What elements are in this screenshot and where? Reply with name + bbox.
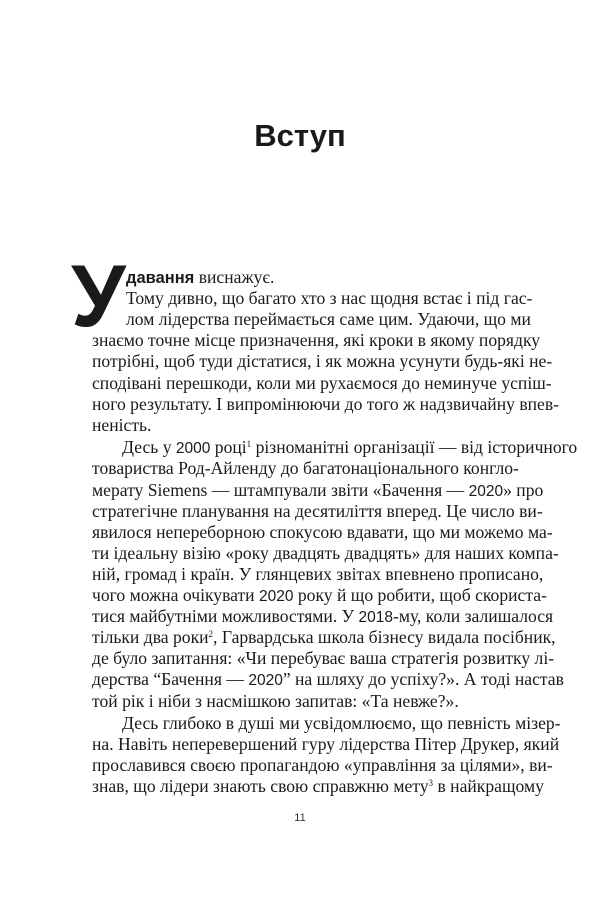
text-line: прославився своєю пропагандою «управління за цілями», ви- (92, 755, 553, 776)
text-line: Десь у 2000 році$^1$ різноманітні організації — від історичного (122, 437, 578, 458)
text-line: тися майбутніми можливостями. У 2018-му, коли залишалося (92, 606, 554, 627)
text-line: явилося непереборною спокусою вдавати, що ми можемо ма- (92, 521, 553, 542)
text-line: потрібні, щоб туди дістатися, і як можна усунути будь-які не- (92, 351, 553, 372)
text-line: той рік і ніби з насмішкою запитав: «Та невже?». (92, 690, 459, 711)
text-line: давання виснажує. (126, 267, 275, 287)
text-line: неність. (92, 414, 152, 435)
text-line: Десь глибоко в душі ми усвідомлюємо, що певність мізер- (122, 713, 561, 734)
text-line: мерату Siemens — штампували звіти «Бачення — 2020» про (92, 479, 544, 500)
text-line: стратегічне планування на десятиліття вперед. Це число ви- (92, 500, 543, 521)
text-line: Тому дивно, що багато хто з нас щодня встає і під гас- (126, 288, 533, 309)
text-line: на. Навіть неперевершений гуру лідерства Пітер Друкер, який (92, 734, 560, 755)
chapter-title: Вступ (254, 118, 346, 153)
text-line: дерства “Бачення — 2020” на шляху до успіху?». А тоді настав (92, 669, 564, 690)
text-line: знаємо точне місце призначення, які кроки в якому порядку (92, 330, 541, 351)
text-line: тільки два роки$^2$, Гарвардська школа бізнесу видала посібник, (92, 627, 556, 648)
text-line: знав, що лідери знають свою справжню мету$^3$ в найкращому (92, 776, 544, 797)
footnote-ref[interactable]: 1 (246, 439, 252, 450)
text-line: лом лідерства переймається саме цим. Удаючи, що ми (126, 309, 531, 330)
text-line: ти ідеальну візію «року двадцять двадцять» для наших компа- (92, 542, 559, 563)
footnote-ref[interactable]: 2 (208, 629, 214, 640)
text-line: товариства Род-Айленду до багатонаціонального конгло- (92, 458, 519, 479)
footnote-ref[interactable]: 3 (428, 778, 434, 789)
text-line: де було запитання: «Чи перебуває ваша стратегія розвитку лі- (92, 648, 555, 669)
drop-cap: У (71, 246, 126, 345)
lead-word: давання (126, 269, 195, 287)
text-line: ній, громад і країн. У глянцевих звітах впевнено прописано, (92, 563, 544, 584)
text-line: сподівані перешкоди, коли ми рухаємося до неминуче успіш- (92, 372, 552, 393)
page-number: 11 (294, 811, 306, 824)
text-line: чого можна очікувати 2020 року й що робити, щоб скориста- (92, 585, 547, 605)
text-line: ного результату. І випромінюючи до того ж надзвичайну впев- (92, 393, 560, 414)
